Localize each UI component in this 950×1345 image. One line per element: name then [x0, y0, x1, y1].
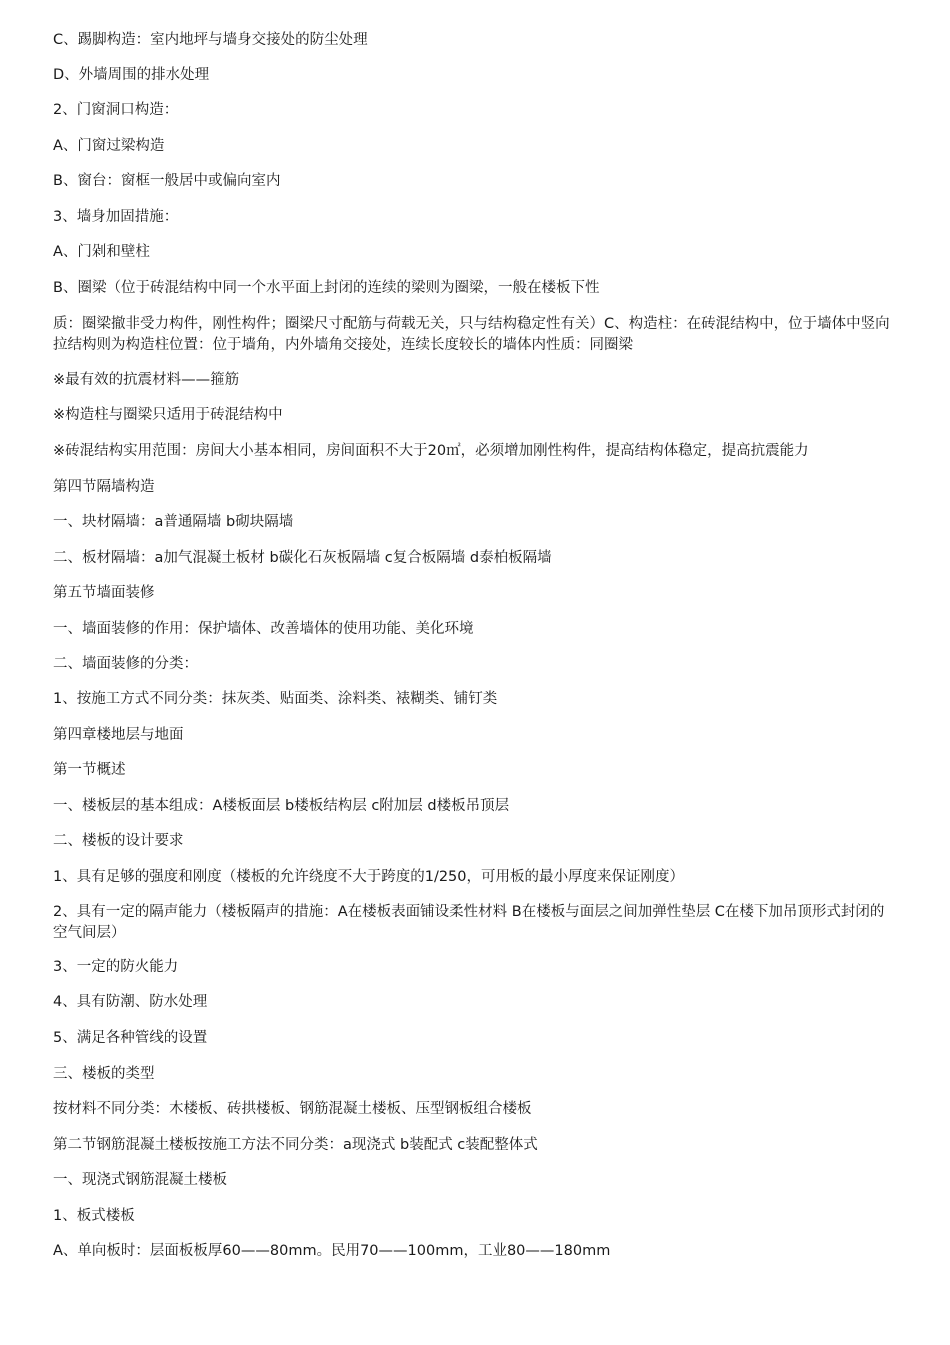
text-line: A、门剁和壁柱	[53, 244, 150, 260]
text-line: D、外墙周围的排水处理	[53, 67, 210, 83]
text-line: A、门窗过梁构造	[53, 138, 165, 154]
text-line: 三、楼板的类型	[53, 1066, 155, 1082]
text-line: 4、具有防潮、防水处理	[53, 994, 208, 1010]
text-line: 3、墙身加固措施：	[53, 209, 179, 225]
text-line: 二、墙面装修的分类：	[53, 656, 198, 672]
text-line: 按材料不同分类：木楼板、砖拱楼板、钢筋混凝土楼板、压型钢板组合楼板	[53, 1101, 532, 1117]
text-line: 1、板式楼板	[53, 1208, 135, 1224]
note-line: ※构造柱与圈梁只适用于砖混结构中	[53, 407, 283, 423]
text-line: 5、满足各种管线的设置	[53, 1030, 208, 1046]
text-paragraph: 2、具有一定的隔声能力（楼板隔声的措施：A在楼板表面铺设柔性材料 B在楼板与面层之间加弹性垫层 C在楼下加吊顶形式封闭的空气间层）	[53, 904, 885, 941]
text-line: 一、墙面装修的作用：保护墙体、改善墙体的使用功能、美化环境	[53, 621, 474, 637]
text-line: B、窗台：窗框一般居中或偏向室内	[53, 173, 281, 189]
text-paragraph: 质：圈梁撤非受力构件，刚性构件；圈梁尺寸配筋与荷载无关，只与结构稳定性有关）C、构造柱：在砖混结构中，位于墙体中竖向拉结构则为构造柱位置：位于墙角，内外墙角交接处，连续长度较长的墙体内性质：同圈梁	[53, 316, 890, 353]
text-line: 1、具有足够的强度和刚度（楼板的允许绕度不大于跨度的1/250，可用板的最小厚度来保证刚度）	[53, 869, 685, 885]
text-line: 3、一定的防火能力	[53, 959, 179, 975]
chapter-heading: 第四章楼地层与地面	[53, 727, 184, 743]
text-line: 二、楼板的设计要求	[53, 833, 184, 849]
text-line: 二、板材隔墙：a加气混凝土板材 b碳化石灰板隔墙 c复合板隔墙 d泰柏板隔墙	[53, 550, 552, 566]
text-line: A、单向板时：层面板板厚60——80mm。民用70——100mm，工业80——180mm	[53, 1243, 611, 1259]
text-line: 一、块材隔墙：a普通隔墙 b砌块隔墙	[53, 514, 294, 530]
text-line: 2、门窗洞口构造：	[53, 102, 179, 118]
text-line: 一、楼板层的基本组成：A楼板面层 b楼板结构层 c附加层 d楼板吊顶层	[53, 798, 510, 814]
text-line: 一、现浇式钢筋混凝土楼板	[53, 1172, 227, 1188]
text-line: C、踢脚构造：室内地坪与墙身交接处的防尘处理	[53, 32, 368, 48]
section-heading: 第五节墙面装修	[53, 585, 155, 601]
section-heading: 第二节钢筋混凝土楼板按施工方法不同分类：a现浇式 b装配式 c装配整体式	[53, 1137, 538, 1153]
note-line: ※砖混结构实用范围：房间大小基本相同，房间面积不大于20㎡，必须增加刚性构件，提高结构体稳定，提高抗震能力	[53, 443, 809, 459]
section-heading: 第四节隔墙构造	[53, 479, 155, 495]
note-line: ※最有效的抗震材料——箍筋	[53, 372, 240, 388]
text-line: B、圈梁（位于砖混结构中同一个水平面上封闭的连续的梁则为圈梁，一般在楼板下性	[53, 280, 600, 296]
text-line: 1、按施工方式不同分类：抹灰类、贴面类、涂料类、裱糊类、铺钉类	[53, 691, 498, 707]
section-heading: 第一节概述	[53, 762, 126, 778]
